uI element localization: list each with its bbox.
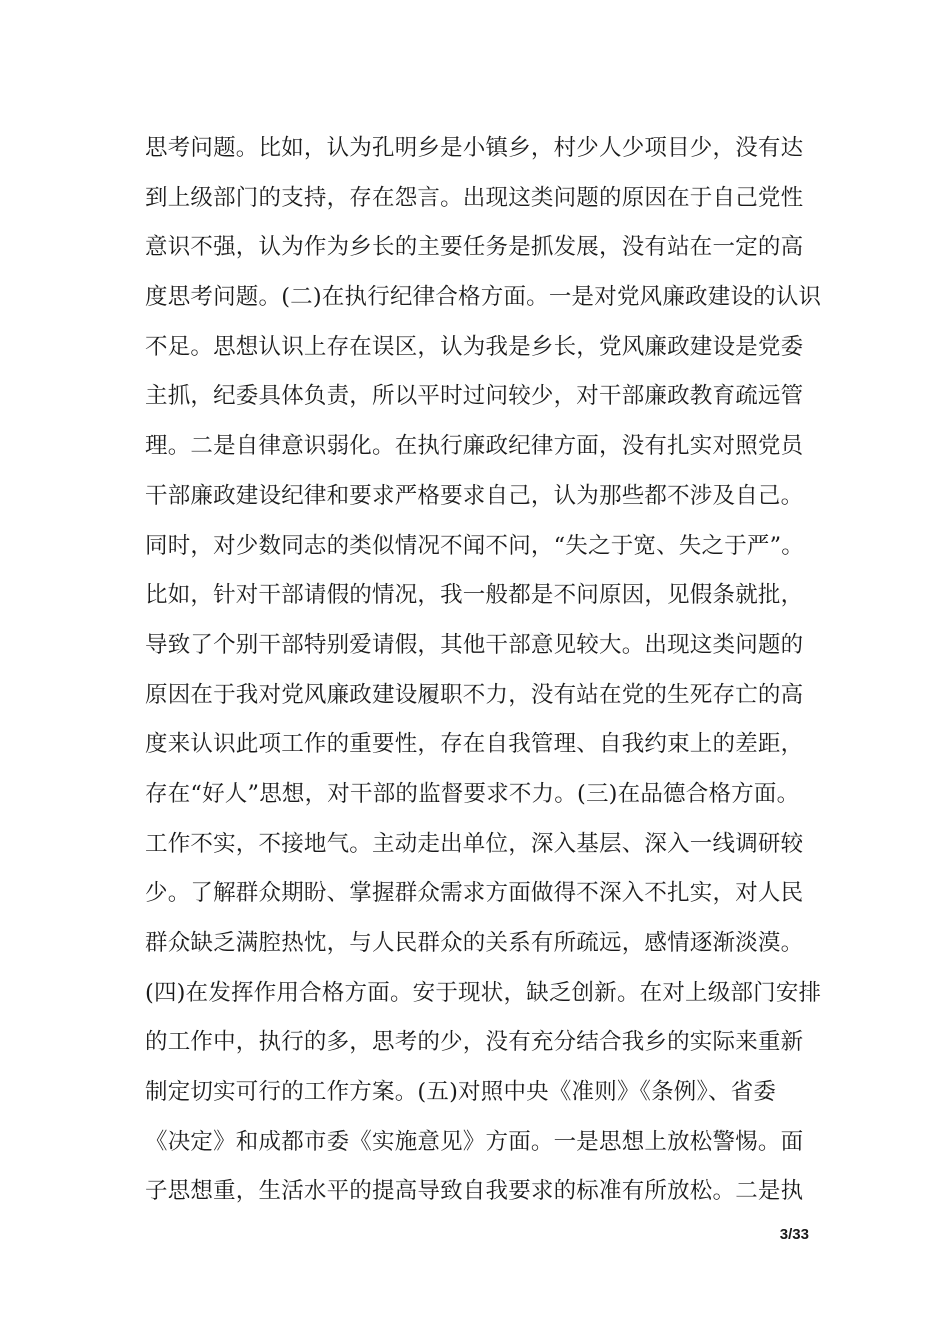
page-number: 3/33: [779, 1226, 809, 1243]
text-line: 思考问题。比如，认为孔明乡是小镇乡，村少人少项目少，没有达: [145, 135, 804, 161]
text-line: 制定切实可行的工作方案。(五)对照中央《准则》《条例》、省委: [145, 1079, 777, 1106]
text-line: 工作不实，不接地气。主动走出单位，深入基层、深入一线调研较: [145, 830, 804, 857]
text-line: 干部廉政建设纪律和要求严格要求自己，认为那些都不涉及自己。: [145, 482, 804, 509]
text-line: 到上级部门的支持，存在怨言。出现这类问题的原因在于自己党性: [145, 184, 804, 211]
text-line: 的工作中，执行的多，思考的少，没有充分结合我乡的实际来重新: [145, 1029, 804, 1056]
text-line: (四)在发挥作用合格方面。安于现状，缺乏创新。在对上级部门安排: [145, 979, 822, 1006]
text-line: 原因在于我对党风廉政建设履职不力，没有站在党的生死存亡的高: [145, 681, 804, 708]
text-line: 存在“好人”思想，对干部的监督要求不力。(三)在品德合格方面。: [145, 780, 800, 807]
text-line: 少。了解群众期盼、掌握群众需求方面做得不深入不扎实，对人民: [145, 880, 804, 907]
text-line: 意识不强，认为作为乡长的主要任务是抓发展，没有站在一定的高: [145, 234, 804, 261]
text-line: 导致了个别干部特别爱请假，其他干部意见较大。出现这类问题的: [145, 631, 804, 658]
text-line: 同时，对少数同志的类似情况不闻不问，“失之于宽、失之于严”。: [145, 532, 805, 559]
text-line: 度思考问题。(二)在执行纪律合格方面。一是对党风廉政建设的认识: [145, 284, 822, 311]
text-line: 子思想重，生活水平的提高导致自我要求的标准有所放松。二是执: [145, 1178, 804, 1205]
text-line: 《决定》和成都市委《实施意见》方面。一是思想上放松警惕。面: [145, 1128, 804, 1155]
text-line: 主抓，纪委具体负责，所以平时过问较少，对干部廉政教育疏远管: [145, 383, 804, 410]
text-line: 理。二是自律意识弱化。在执行廉政纪律方面，没有扎实对照党员: [145, 433, 804, 460]
text-line: 不足。思想认识上存在误区，认为我是乡长，党风廉政建设是党委: [145, 333, 804, 360]
text-line: 比如，针对干部请假的情况，我一般都是不问原因，见假条就批，: [145, 582, 804, 609]
text-line: 群众缺乏满腔热忱，与人民群众的关系有所疏远，感情逐渐淡漠。: [145, 930, 804, 956]
body-text: [145, 124, 825, 1217]
text-line: 度来认识此项工作的重要性，存在自我管理、自我约束上的差距，: [145, 731, 804, 758]
